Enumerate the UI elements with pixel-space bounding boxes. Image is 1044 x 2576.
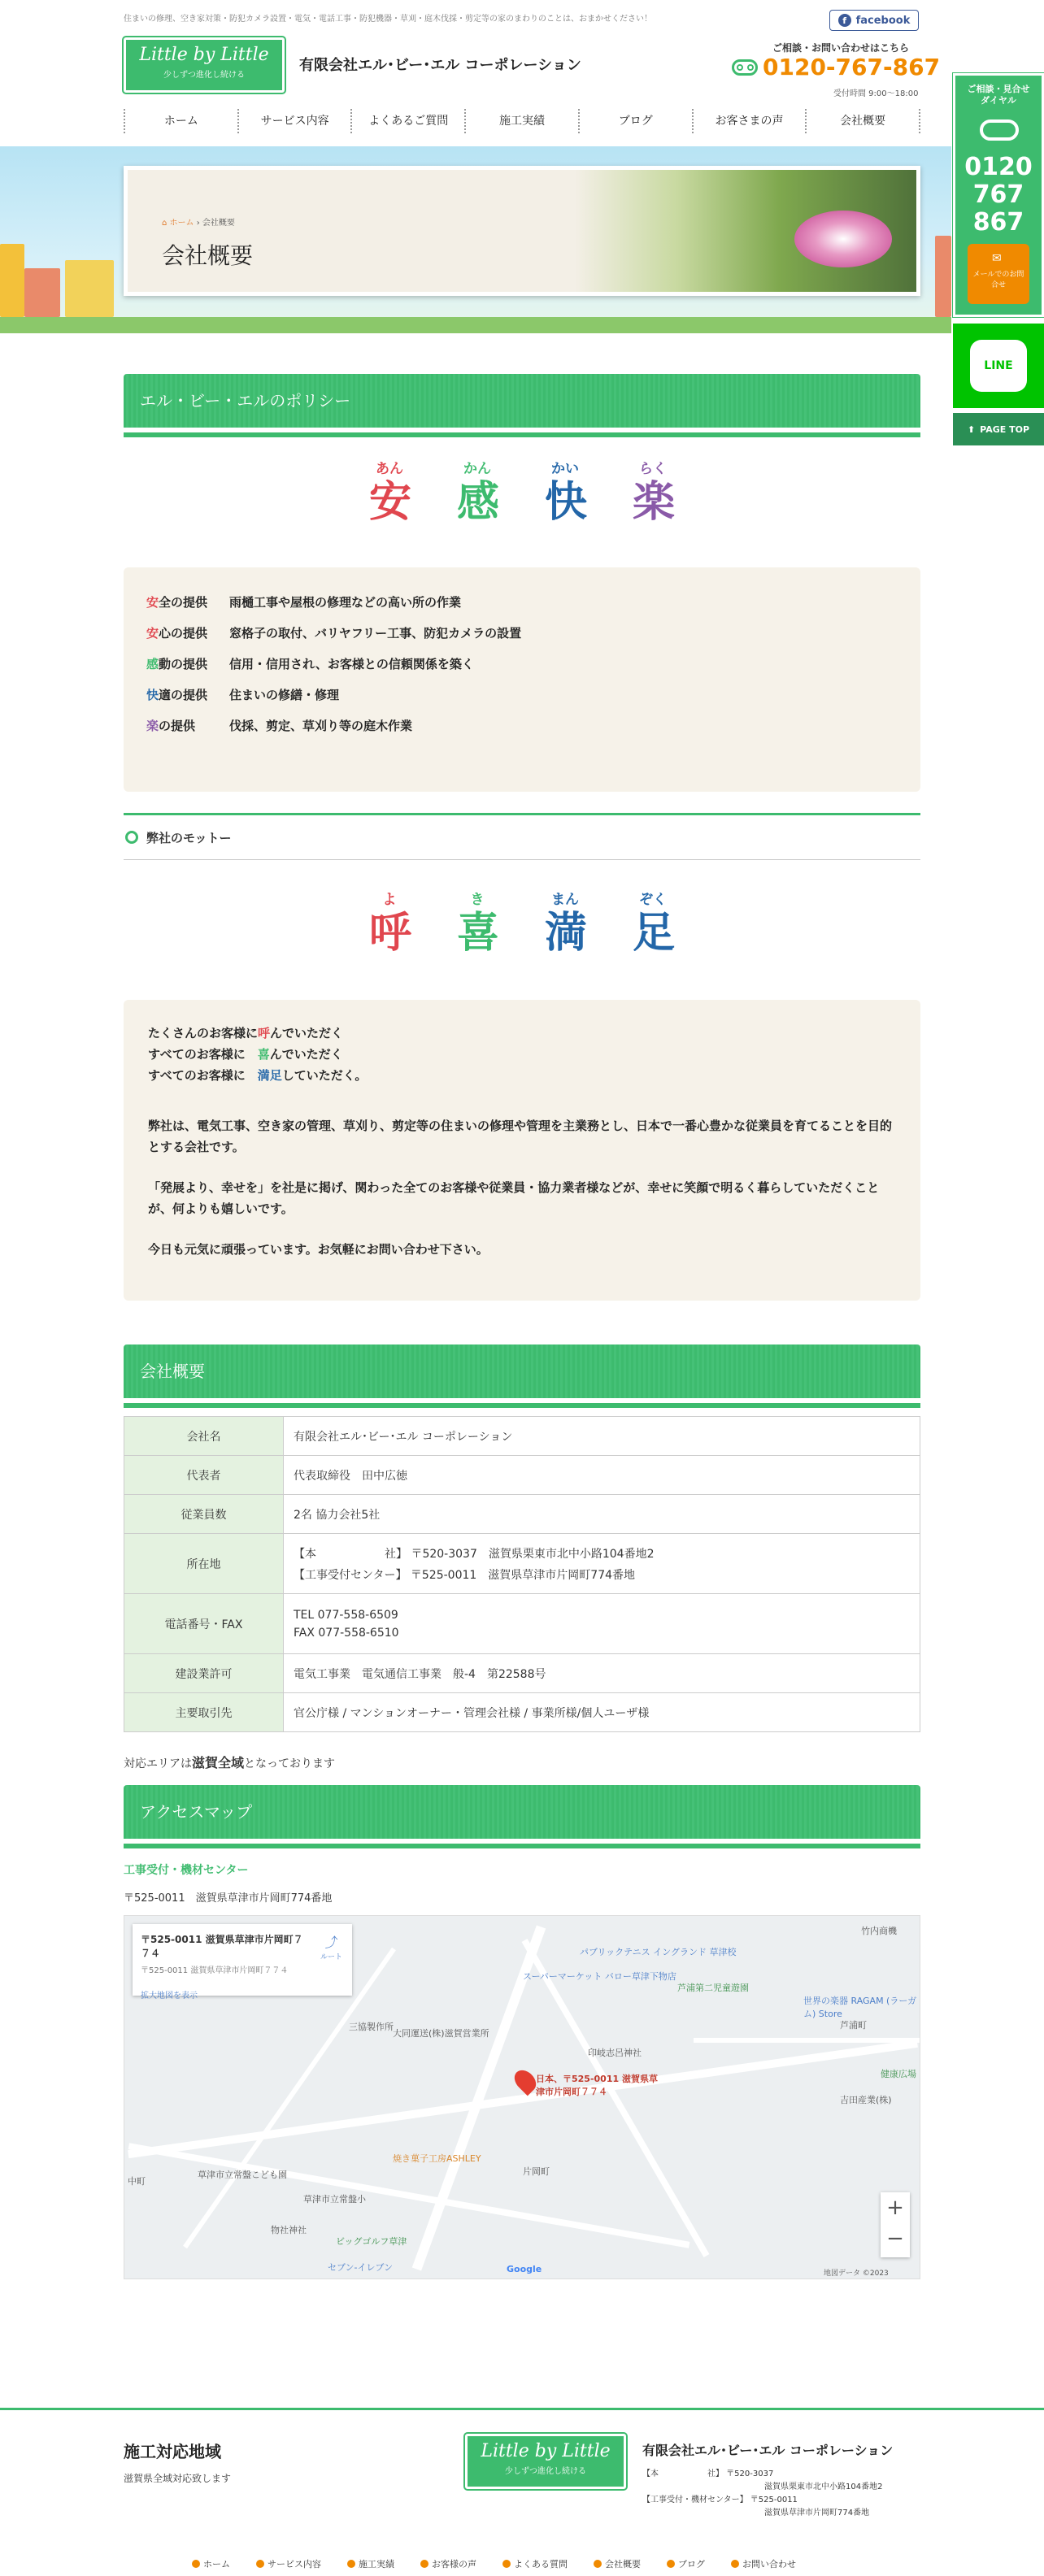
page-title: 会社概要 [162, 242, 254, 269]
motto-paragraph: 今日も元気に頑張っています。お気軽にお問い合わせ下さい。 [148, 1242, 489, 1257]
map-zoom-control [881, 2192, 910, 2257]
zoom-out-button[interactable]: − [886, 2226, 904, 2251]
home-icon: ⌂ [162, 219, 170, 228]
motto-line: すべてのお客様に 満足していただく。 [148, 1068, 368, 1083]
logo-main: Little by Little [139, 45, 269, 65]
line-icon: LINE [970, 340, 1027, 392]
footer-divider [0, 2408, 1044, 2410]
footer-link[interactable]: ホーム [192, 2557, 230, 2570]
policy-char: かい 快 [545, 461, 588, 527]
google-logo: Google [507, 2264, 542, 2274]
crumb-current: 会社概要 [202, 219, 235, 228]
policy-item: 感動の提供 信用・信用され、お客様との信頼関係を築く [146, 657, 474, 671]
arrow-up-icon: ⬆ [967, 424, 976, 435]
side-mail-button[interactable]: ✉ メールでのお問合せ [968, 244, 1029, 304]
nav-home[interactable]: ホーム [125, 109, 239, 133]
footer-link[interactable]: お客様の声 [420, 2557, 476, 2570]
policy-item: 安全の提供 雨樋工事や屋根の修理などの高い所の作業 [146, 595, 462, 610]
crumb-home[interactable]: ホーム [169, 219, 194, 228]
company-name: 有限会社エル･ビー･エル コーポレーション [299, 57, 581, 74]
motto-line: すべてのお客様に 喜んでいただく [148, 1047, 343, 1062]
arrow-icon [347, 2560, 355, 2568]
motto-char: まん 満 [545, 892, 588, 958]
footer-link[interactable]: よくある質問 [502, 2557, 568, 2570]
arrow-icon [502, 2560, 511, 2568]
logo-sub: 少しずつ進化し続ける [163, 71, 245, 80]
service-area-note: 対応エリアは滋賀全域となっております [124, 1755, 336, 1770]
motto-box [124, 1000, 920, 1301]
google-map[interactable]: パブリックテニス イングランド 草津校 スーパーマーケット バロー草津下物店 芦浦第二児童遊園 世界の楽器 RAGAM (ラーガム) Store 大同運送(株)滋賀営業所 印岐志呂神社 三協製作所 焼き菓子工房ASHLEY 片岡町 草津市立常盤こども園 草津市立常盤小 ビッグゴルフ草津 物社神社 セブン-イレブン 吉田産業(株) 健康広場 芦浦町 竹内商機 中町 〒525-0011 滋賀県草津市片岡町７７４ 〒525-0011 滋賀県草津市片岡町７７４ 拡大地図を表示 ⤴ ルート 日本、〒525-0011 滋賀県草津市片岡町７７４ + − Google 地図データ ©2023 [124, 1915, 920, 2279]
nav-voices[interactable]: お客さまの声 [694, 109, 807, 133]
company-heading: 会社概要 [124, 1344, 920, 1403]
footer-link[interactable]: ブログ [667, 2557, 705, 2570]
facebook-button[interactable] [829, 10, 919, 31]
policy-char: かん 感 [457, 461, 500, 527]
phone-number: 0120-767-867 [763, 54, 941, 80]
policy-characters [369, 457, 676, 528]
table-row: 従業員数 2名 協力会社5社 [124, 1495, 920, 1534]
footer-address: 【本 社】 〒520-3037 滋賀県栗東市北中小路104番地2 【工事受付・機材センター】 〒525-0011 滋賀県草津市片岡町774番地 [642, 2470, 883, 2517]
access-address: 〒525-0011 滋賀県草津市片岡町774番地 [124, 1892, 333, 1905]
motto-heading: 弊社のモットー [124, 813, 920, 860]
arrow-icon [731, 2560, 739, 2568]
map-card-sub: 〒525-0011 滋賀県草津市片岡町７７４ [141, 1966, 289, 1975]
map-info-card [133, 1924, 352, 2000]
circle-icon [125, 831, 138, 844]
header-tagline: 住まいの修理、空き家対策・防犯カメラ設置・電気・電話工事・防犯機器・草刈・庭木伐採・剪定等の家のまわりのことは、おまかせください！ [124, 15, 652, 24]
site-logo[interactable] [124, 37, 285, 93]
arrow-icon [256, 2560, 264, 2568]
side-dial-button[interactable]: ご相談・見合せダイヤル 0120 767 867 [953, 73, 1044, 317]
footer-nav [192, 2557, 796, 2570]
freedial-icon [980, 119, 1019, 141]
footer-area-text: 滋賀県全域対応致します [124, 2473, 232, 2484]
access-heading: アクセスマップ [124, 1785, 920, 1844]
policy-char: らく 楽 [633, 461, 676, 527]
motto-char: ぞく 足 [633, 892, 676, 958]
table-row: 会社名 有限会社エル･ビー･エル コーポレーション [124, 1417, 920, 1456]
facebook-label: facebook [855, 14, 911, 27]
line-button[interactable] [953, 324, 1044, 408]
nav-works[interactable]: 施工実績 [466, 109, 580, 133]
motto-paragraph: 弊社は、電気工事、空き家の管理、草刈り、剪定等の住まいの修理や管理を主業務とし、日本で一番心豊かな従業員を育てることを目的とする会社です。 [148, 1119, 893, 1154]
zoom-in-button[interactable]: + [886, 2196, 904, 2220]
freedial-icon [732, 59, 758, 76]
footer-company-name: 有限会社エル･ビー･エル コーポレーション [642, 2443, 894, 2458]
motto-char: き 喜 [457, 892, 500, 958]
map-card-title: 〒525-0011 滋賀県草津市片岡町７７４ [141, 1934, 303, 1959]
table-row: 主要取引先 官公庁様 / マンションオーナー・管理会社様 / 事業所様/個人ユーザ様 [124, 1693, 920, 1732]
map-attribution[interactable]: 地図データ ©2023 [824, 2270, 889, 2278]
town-illustration [0, 244, 24, 317]
policy-char: あん 安 [369, 461, 412, 527]
table-row: 建設業許可 電気工事業 電気通信工事業 般-4 第22588号 [124, 1654, 920, 1693]
arrow-icon [420, 2560, 428, 2568]
map-enlarge-link[interactable]: 拡大地図を表示 [141, 1992, 198, 2000]
policy-box [124, 567, 920, 792]
policy-heading: エル・ビー・エルのポリシー [124, 374, 920, 432]
policy-item: 快適の提供 住まいの修繕・修理 [146, 688, 340, 702]
footer-logo[interactable]: Little by Little 少しずつ進化し続ける [465, 2434, 626, 2489]
contact-label: ご相談・お問い合わせはこちら [772, 42, 910, 54]
policy-item: 楽の提供 伐採、剪定、草刈り等の庭木作業 [146, 719, 413, 733]
global-nav [124, 109, 920, 133]
table-row: 電話番号・FAX TEL 077-558-6509 FAX 077-558-6510 [124, 1594, 920, 1654]
directions-icon: ⤴ [324, 1935, 338, 1950]
policy-item: 安心の提供 窓格子の取付、バリヤフリー工事、防犯カメラの設置 [146, 626, 522, 641]
footer-link[interactable]: 施工実績 [347, 2557, 394, 2570]
motto-characters [369, 888, 676, 958]
facebook-icon: f [838, 14, 851, 27]
arrow-icon [667, 2560, 675, 2568]
footer-link[interactable]: お問い合わせ [731, 2557, 796, 2570]
motto-char: よ 呼 [369, 892, 412, 958]
table-row: 代表者 代表取締役 田中広徳 [124, 1456, 920, 1495]
company-table [124, 1416, 920, 1732]
table-row: 所在地 【本 社】 〒520-3037 滋賀県栗東市北中小路104番地2 【工事受付センター】 〒525-0011 滋賀県草津市片岡町774番地 [124, 1534, 920, 1594]
motto-line: たくさんのお客様に呼んでいただく [148, 1026, 344, 1040]
hero-photo-grass-trimmer [575, 170, 916, 292]
footer-link[interactable]: 会社概要 [594, 2557, 641, 2570]
side-dial-title: ご相談・見合せダイヤル [967, 84, 1030, 106]
nav-services[interactable]: サービス内容 [239, 109, 353, 133]
footer-link[interactable]: サービス内容 [256, 2557, 321, 2570]
access-subheading: 工事受付・機材センター [124, 1864, 249, 1877]
arrow-icon [192, 2560, 200, 2568]
arrow-icon [594, 2560, 602, 2568]
header-phone[interactable] [732, 54, 940, 80]
map-pin-label: 日本、〒525-0011 滋賀県草津市片岡町７７４ [536, 2074, 658, 2097]
map-route-button[interactable]: ⤴ ルート [320, 1932, 342, 1961]
motto-paragraph: 「発展より、幸せを」を社是に掲げ、関わった全てのお客様や従業員・協力業者様などが、幸せに笑顔で明るく暮らしていただくことが、何よりも嬉しいです。 [148, 1180, 880, 1216]
business-hours: 受付時間 9:00〜18:00 [833, 89, 919, 98]
page-top-button[interactable]: ⬆ PAGE TOP [953, 413, 1044, 445]
page-hero [0, 146, 951, 333]
nav-blog[interactable]: ブログ [580, 109, 694, 133]
mail-icon: ✉ [992, 252, 1002, 265]
nav-company[interactable]: 会社概要 [807, 109, 920, 133]
nav-faq[interactable]: よくあるご質問 [352, 109, 466, 133]
hero-card [124, 166, 920, 296]
breadcrumb: ⌂ ホーム › 会社概要 [162, 219, 235, 228]
footer-area-title: 施工対応地域 [124, 2442, 221, 2461]
